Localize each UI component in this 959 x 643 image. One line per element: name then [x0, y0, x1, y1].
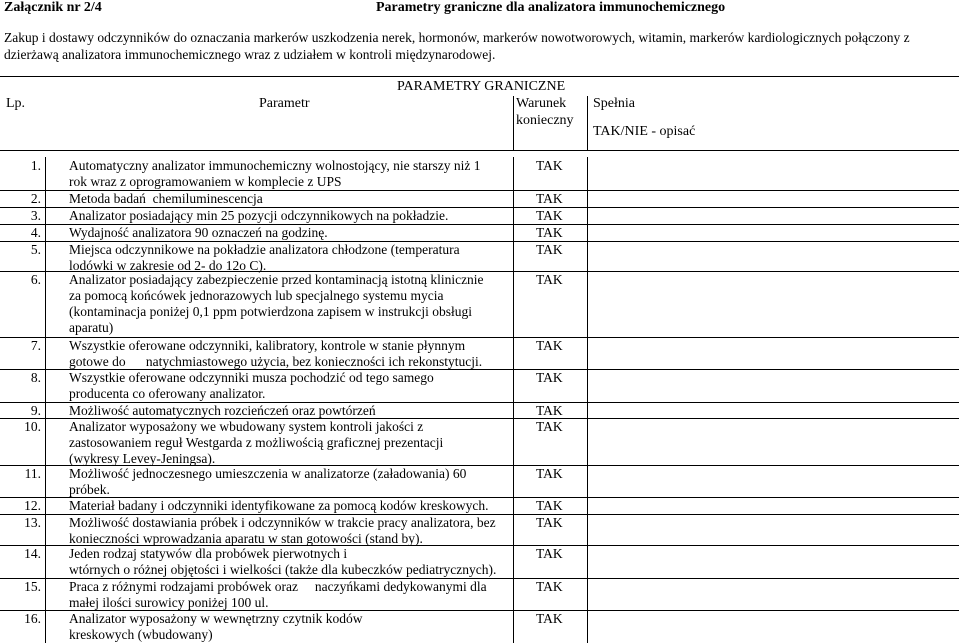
- row-number: 7.: [30, 338, 41, 353]
- row-parameter-text: Automatyczny analizator immunochemiczny wolnostojący, nie starszy niż 1 rok wraz z oprogramowaniem w komplecie z UPS: [69, 158, 481, 189]
- row-parameter-text: Analizator wyposażony we wbudowany system kontroli jakości z zastosowaniem reguł Westgarda z możliwością graficznej prezentacji (wykresy Levey-Jeningsa).: [69, 419, 444, 466]
- row-number: 5.: [30, 242, 41, 257]
- table-caption: PARAMETRY GRANICZNE: [397, 79, 566, 94]
- column-divider-compliance: [587, 190, 588, 207]
- column-header-condition-1: Warunek: [516, 96, 567, 111]
- column-divider-condition: [513, 241, 514, 271]
- row-condition: TAK: [536, 546, 563, 561]
- row-condition: TAK: [536, 208, 563, 223]
- column-divider-compliance: [587, 610, 588, 643]
- header-divider-condition: [513, 96, 514, 150]
- column-divider-lp: [45, 241, 46, 271]
- row-parameter-text: Analizator posiadający min 25 pozycji odczynnikowych na pokładzie.: [69, 208, 449, 223]
- column-divider-compliance: [587, 271, 588, 337]
- row-condition: TAK: [536, 403, 563, 418]
- column-divider-condition: [513, 418, 514, 465]
- row-number: 6.: [30, 272, 41, 287]
- column-divider-compliance: [587, 578, 588, 610]
- row-parameter-text: Możliwość jednoczesnego umieszczenia w analizatorze (załadowania) 60 próbek.: [69, 466, 467, 497]
- column-divider-condition: [513, 497, 514, 514]
- column-divider-lp: [45, 497, 46, 514]
- row-number: 2.: [30, 191, 41, 206]
- row-number: 3.: [30, 208, 41, 223]
- row-parameter-text: Analizator wyposażony w wewnętrzny czytnik kodów kreskowych (wbudowany): [69, 611, 363, 642]
- row-number: 14.: [24, 546, 41, 561]
- column-divider-compliance: [587, 545, 588, 578]
- row-condition: TAK: [536, 579, 563, 594]
- column-divider-compliance: [587, 224, 588, 241]
- column-header-lp: Lp.: [6, 96, 26, 111]
- column-divider-lp: [45, 418, 46, 465]
- row-number: 10.: [24, 419, 41, 434]
- row-parameter-text: Wydajność analizatora 90 oznaczeń na godzinę.: [69, 225, 328, 240]
- row-condition: TAK: [536, 515, 563, 530]
- intro-paragraph: Zakup i dostawy odczynników do oznaczania markerów uszkodzenia nerek, hormonów, markerów nowotworowych, witamin, markerów kardiologicznych połączony z dzierżawą analizatora immunochemicznego wraz z udziałem w kontroli międzynarodowej.: [4, 30, 910, 62]
- row-condition: TAK: [536, 611, 563, 626]
- column-divider-condition: [513, 514, 514, 545]
- column-divider-condition: [513, 545, 514, 578]
- column-divider-lp: [45, 465, 46, 497]
- column-divider-lp: [45, 224, 46, 241]
- column-divider-compliance: [587, 207, 588, 224]
- column-divider-condition: [513, 465, 514, 497]
- row-condition: TAK: [536, 370, 563, 385]
- column-divider-lp: [45, 157, 46, 190]
- row-condition: TAK: [536, 242, 563, 257]
- row-condition: TAK: [536, 466, 563, 481]
- column-divider-compliance: [587, 418, 588, 465]
- row-number: 8.: [30, 370, 41, 385]
- column-divider-compliance: [587, 402, 588, 418]
- column-divider-condition: [513, 337, 514, 369]
- row-parameter-text: Wszystkie oferowane odczynniki musza pochodzić od tego samego producenta co oferowany analizator.: [69, 370, 434, 401]
- column-divider-lp: [45, 271, 46, 337]
- column-header-compliance-1: Spełnia: [593, 96, 635, 111]
- column-divider-lp: [45, 337, 46, 369]
- row-number: 15.: [24, 579, 41, 594]
- row-parameter-text: Praca z różnymi rodzajami probówek oraz naczyńkami dedykowanymi dla małej ilości surowicy poniżej 100 ul.: [69, 579, 487, 610]
- row-parameter-text: Miejsca odczynnikowe na pokładzie analizatora chłodzone (temperatura lodówki w zakresie od 2- do 12o C).: [69, 242, 460, 273]
- row-parameter-text: Jeden rodzaj statywów dla probówek pierwotnych i wtórnych o różnej objętości i wielkości (także dla kubeczków pediatrycznych).: [69, 546, 497, 577]
- row-condition: TAK: [536, 338, 563, 353]
- column-divider-condition: [513, 610, 514, 643]
- column-divider-lp: [45, 190, 46, 207]
- table-header-border: [0, 150, 959, 151]
- row-parameter-text: Metoda badań chemiluminescencja: [69, 191, 263, 206]
- column-divider-lp: [45, 207, 46, 224]
- row-condition: TAK: [536, 191, 563, 206]
- row-condition: TAK: [536, 498, 563, 513]
- column-divider-condition: [513, 578, 514, 610]
- column-divider-compliance: [587, 497, 588, 514]
- row-parameter-text: Wszystkie oferowane odczynniki, kalibratory, kontrole w stanie płynnym gotowe do natychmiastowego użycia, bez konieczności ich rekonstytucji.: [69, 338, 483, 369]
- column-divider-condition: [513, 190, 514, 207]
- attachment-label: Załącznik nr 2/4: [4, 0, 102, 15]
- column-divider-lp: [45, 369, 46, 402]
- column-header-condition-2: konieczny: [516, 113, 574, 128]
- row-number: 1.: [30, 158, 41, 173]
- column-divider-lp: [45, 402, 46, 418]
- column-divider-compliance: [587, 369, 588, 402]
- column-divider-lp: [45, 610, 46, 643]
- row-condition: TAK: [536, 419, 563, 434]
- column-divider-lp: [45, 545, 46, 578]
- column-divider-compliance: [587, 241, 588, 271]
- row-number: 13.: [24, 515, 41, 530]
- column-header-parameter: Parametr: [259, 96, 310, 111]
- column-divider-condition: [513, 224, 514, 241]
- table-top-border: [0, 76, 959, 77]
- row-parameter-text: Możliwość automatycznych rozcieńczeń oraz powtórzeń: [69, 403, 376, 418]
- column-divider-lp: [45, 578, 46, 610]
- row-condition: TAK: [536, 225, 563, 240]
- column-divider-compliance: [587, 337, 588, 369]
- column-divider-lp: [45, 514, 46, 545]
- row-number: 11.: [24, 466, 41, 481]
- column-divider-compliance: [587, 465, 588, 497]
- column-divider-compliance: [587, 157, 588, 190]
- column-divider-condition: [513, 402, 514, 418]
- column-divider-condition: [513, 157, 514, 190]
- row-parameter-text: Materiał badany i odczynniki identyfikowane za pomocą kodów kreskowych.: [69, 498, 489, 513]
- column-divider-condition: [513, 271, 514, 337]
- row-number: 4.: [30, 225, 41, 240]
- row-number: 16.: [24, 611, 41, 626]
- row-condition: TAK: [536, 272, 563, 287]
- column-divider-condition: [513, 369, 514, 402]
- document-title: Parametry graniczne dla analizatora immunochemicznego: [376, 0, 726, 15]
- row-number: 9.: [30, 403, 41, 418]
- header-divider-compliance: [587, 96, 588, 150]
- column-header-compliance-2: TAK/NIE - opisać: [593, 124, 696, 139]
- column-divider-compliance: [587, 514, 588, 545]
- row-condition: TAK: [536, 158, 563, 173]
- column-divider-condition: [513, 207, 514, 224]
- row-parameter-text: Możliwość dostawiania próbek i odczynników w trakcie pracy analizatora, bez konieczności wprowadzania aparatu w stan gotowości (stand by).: [69, 515, 496, 546]
- row-number: 12.: [24, 498, 41, 513]
- row-parameter-text: Analizator posiadający zabezpieczenie przed kontaminacją istotną klinicznie za pomocą końcówek jednorazowych lub specjalnego systemu mycia (kontaminacja poniżej 0,1 ppm potwierdzona zapisem w instrukcji obsługi aparatu): [69, 272, 484, 335]
